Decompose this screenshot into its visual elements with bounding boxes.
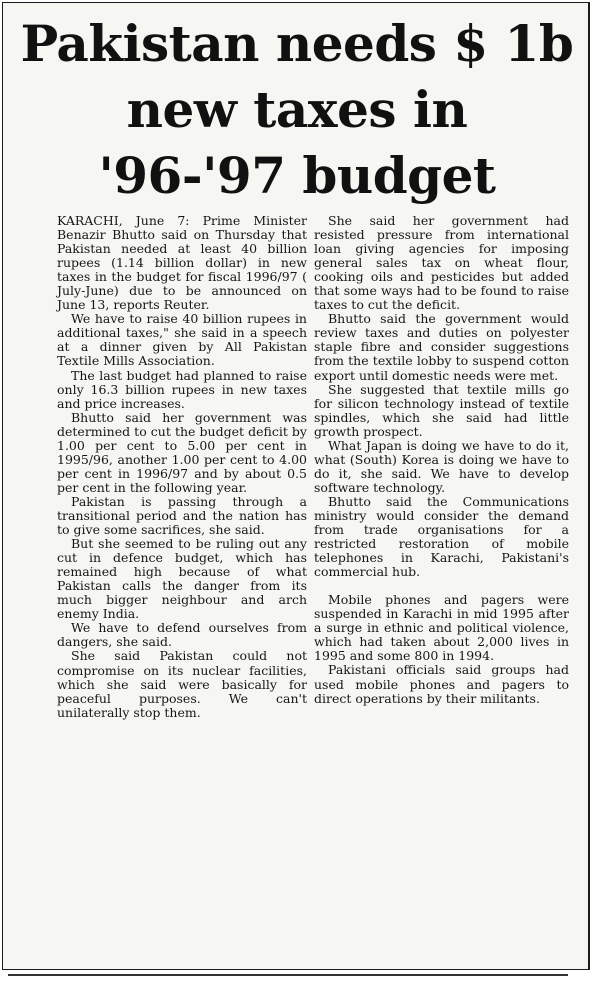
dateline: KARACHI, June 7: — [57, 213, 190, 228]
article-paragraph: Bhutto said the government would review taxes and duties on polyester staple fibre and consider suggestions from the textile lobby to suspend cotton export until domestic needs were met. — [314, 311, 569, 383]
article-paragraph — [57, 214, 307, 312]
article-paragraph: Bhutto said her government was determined to cut the budget deficit by 1.00 per cent to 5.00 per cent in 1995/96, another 1.00 per cent to 4.00 per cent in 1996/97 and by about 0.5 per cent in the following year. — [57, 409, 307, 495]
article-paragraph: We have to defend ourselves from dangers, she said. — [57, 620, 307, 650]
article-paragraph: Mobile phones and pagers were suspended in Karachi in mid 1995 after a surge in ethnic and political violence, which had taken about 2,000 lives in 1995 and some 800 in 1994. — [314, 592, 569, 664]
article-paragraph: We have to raise 40 billion rupees in additional taxes," she said in a speech at a dinner given by All Pakistan Textile Mills Association. — [57, 311, 307, 369]
article-paragraph: Pakistan is passing through a transitional period and the nation has to give some sacrifices, she said. — [57, 493, 307, 538]
article-column-left — [57, 214, 307, 720]
headline — [3, 11, 590, 209]
article-paragraph: Pakistani officials said groups had used mobile phones and pagers to direct operations by their militants. — [314, 662, 569, 706]
article-paragraph: The last budget had planned to raise only 16.3 billion rupees in new taxes and price increases. — [57, 367, 307, 411]
headline-line-2: new taxes in — [126, 80, 468, 139]
article-column-right — [314, 214, 569, 706]
article-paragraph: Bhutto said the Communications ministry would consider the demand from trade organisations for a restricted restoration of mobile telephones in Karachi, Pakistani's commercial hub. — [314, 493, 569, 580]
headline-line-3: '96-'97 budget — [98, 146, 496, 205]
article-paragraph: She said Pakistan could not compromise on its nuclear facilities, which she said were basically for peaceful purposes. We can't unilaterally stop them. — [57, 648, 307, 720]
paragraph-text: Prime Minister Benazir Bhutto said on Thursday that Pakistan needed at least 40 billion rupees (1.14 billion dollar) in new taxes in the budget for fiscal 1996/97 ( July-June) due to be announced on June 13, reports Reuter. — [57, 213, 308, 313]
article-paragraph: She said her government had resisted pressure from international loan giving agencies for imposing general sales tax on wheat flour, cooking oils and pesticides but added that some ways had to be found to raise taxes to cut the deficit. — [314, 213, 569, 313]
headline-line-1: Pakistan needs $ 1b — [20, 14, 574, 73]
article-paragraph: She suggested that textile mills go for silicon technology instead of textile spindles, which she said had little growth prospect. — [314, 381, 569, 439]
article-paragraph: But she seemed to be ruling out any cut in defence budget, which has remained high because of what Pakistan calls the danger from its much bigger neighbour and arch enemy India. — [57, 536, 307, 622]
bottom-rule — [8, 974, 568, 976]
article-paragraph: What Japan is doing we have to do it, what (South) Korea is doing we have to do it, she said. We have to develop software technology. — [314, 437, 569, 495]
